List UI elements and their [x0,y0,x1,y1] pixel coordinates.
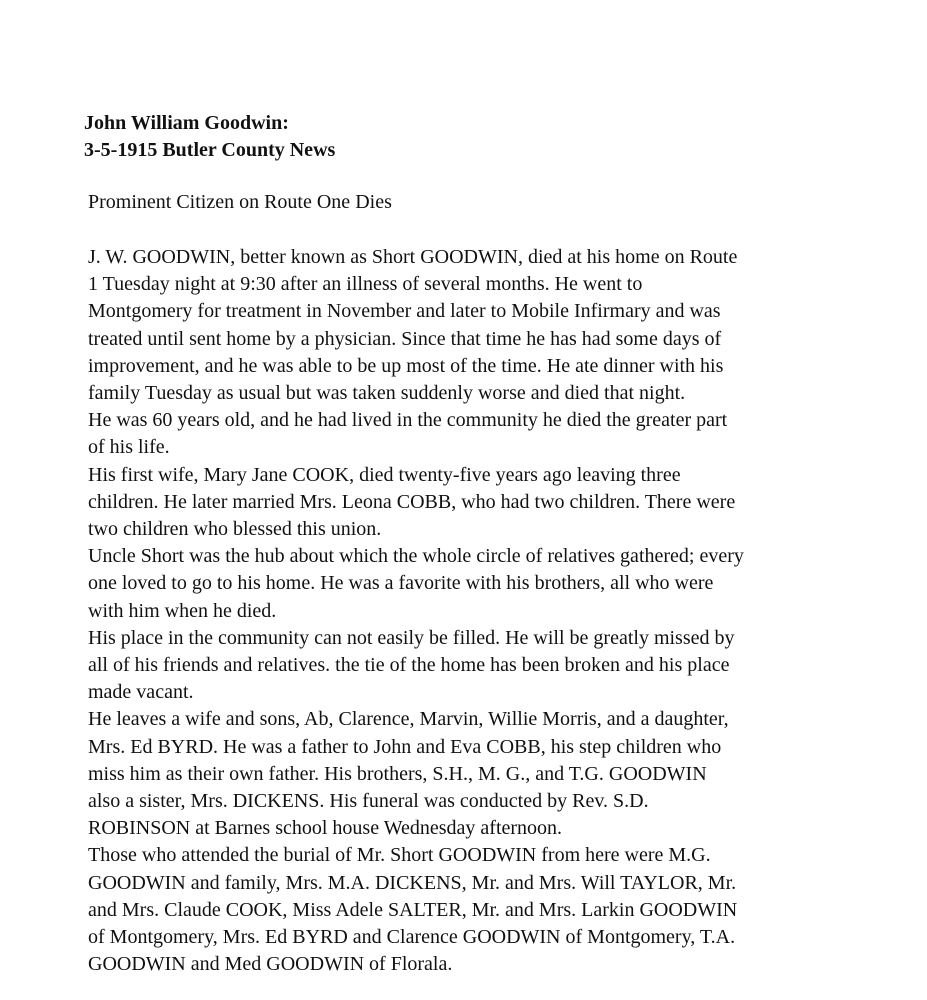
article-paragraph [88,842,878,978]
paragraph-line: treated until sent home by a physician. Since that time he has had some days of [88,327,722,350]
paragraph-line: His first wife, Mary Jane COOK, died twenty-five years ago leaving three [88,463,681,486]
article-headline: Prominent Citizen on Route One Dies [88,191,392,213]
paragraph-line: two children who blessed this union. [88,518,382,541]
heading-name-line: John William Goodwin: [84,112,289,134]
paragraph-line: 1 Tuesday night at 9:30 after an illness of several months. He went to [88,273,643,296]
paragraph-line: of his life. [88,436,170,459]
paragraph-line: one loved to go to his home. He was a favorite with his brothers, all who were [88,572,714,595]
article-body [88,244,878,978]
paragraph-line: family Tuesday as usual but was taken suddenly worse and died that night. [88,382,686,405]
article-paragraph [88,625,878,707]
heading-source-line: 3-5-1915 Butler County News [84,139,336,161]
paragraph-line: Montgomery for treatment in November and later to Mobile Infirmary and was [88,300,721,323]
paragraph-line: with him when he died. [88,599,277,622]
paragraph-line: GOODWIN and family, Mrs. M.A. DICKENS, Mr. and Mrs. Will TAYLOR, Mr. [88,871,737,894]
paragraph-line: He was 60 years old, and he had lived in the community he died the greater part [88,409,728,432]
paragraph-line: all of his friends and relatives. the tie of the home has been broken and his place [88,654,730,677]
paragraph-line: improvement, and he was able to be up most of the time. He ate dinner with his [88,354,724,377]
paragraph-line: Uncle Short was the hub about which the whole circle of relatives gathered; every [88,545,744,568]
article-paragraph [88,244,878,407]
paragraph-line: and Mrs. Claude COOK, Miss Adele SALTER, Mr. and Mrs. Larkin GOODWIN [88,898,738,921]
paragraph-line: of Montgomery, Mrs. Ed BYRD and Clarence GOODWIN of Montgomery, T.A. [88,926,736,949]
paragraph-line: J. W. GOODWIN, better known as Short GOODWIN, died at his home on Route [88,246,738,268]
paragraph-line: ROBINSON at Barnes school house Wednesday afternoon. [88,817,563,840]
paragraph-line: Those who attended the burial of Mr. Short GOODWIN from here were M.G. [88,844,711,867]
article-paragraph [88,706,878,842]
paragraph-line: GOODWIN and Med GOODWIN of Florala. [88,953,453,976]
paragraph-line: miss him as their own father. His brothers, S.H., M. G., and T.G. GOODWIN [88,762,707,785]
article-paragraph [88,543,878,625]
document-heading [84,110,335,164]
paragraph-line: also a sister, Mrs. DICKENS. His funeral was conducted by Rev. S.D. [88,790,649,813]
paragraph-line: His place in the community can not easily be filled. He will be greatly missed by [88,626,735,649]
paragraph-line: children. He later married Mrs. Leona COBB, who had two children. There were [88,490,736,513]
article-paragraph [88,462,878,544]
paragraph-line: He leaves a wife and sons, Ab, Clarence, Marvin, Willie Morris, and a daughter, [88,708,729,731]
paragraph-line: Mrs. Ed BYRD. He was a father to John and Eva COBB, his step children who [88,735,722,758]
paragraph-line: made vacant. [88,681,194,704]
article-paragraph [88,407,878,461]
